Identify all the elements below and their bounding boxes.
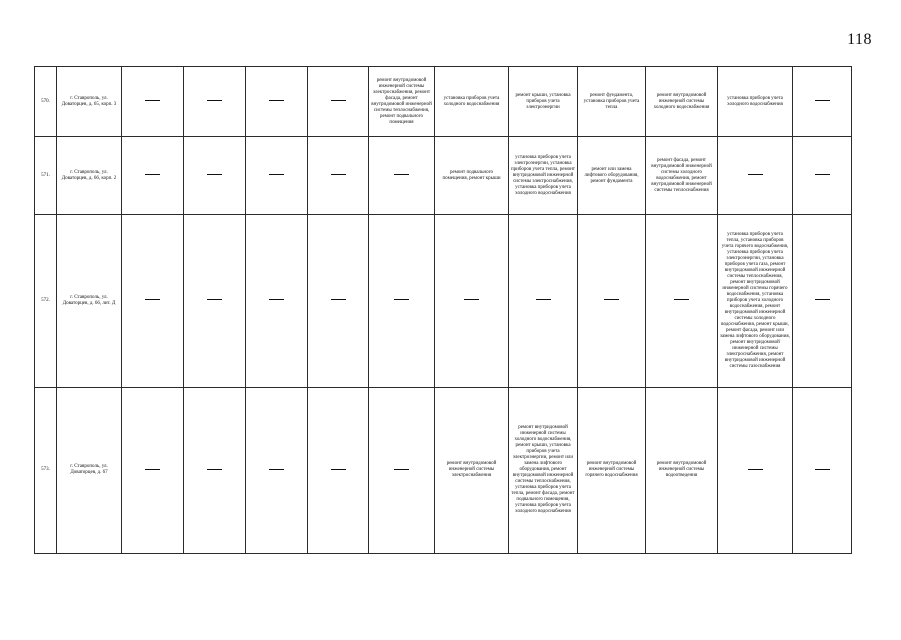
dash-mark <box>536 299 551 300</box>
row-number: 572. <box>35 215 57 387</box>
dash-mark <box>331 174 346 175</box>
work-description-cell: ремонт внутридомовой инженерной системы холодного водоснабжения <box>646 67 718 137</box>
dash-mark <box>207 469 222 470</box>
dash-mark <box>464 299 479 300</box>
dash-mark <box>145 100 160 101</box>
address-cell: г. Ставрополь, ул. Доваторцев, д. 65, корп. 3 <box>57 67 122 137</box>
dash-mark <box>815 100 830 101</box>
dash-mark <box>269 469 284 470</box>
work-description-cell: ремонт фундамента, установка приборов учета тепла <box>578 67 646 137</box>
empty-dash-cell <box>246 387 308 553</box>
row-number: 570. <box>35 67 57 137</box>
empty-dash-cell <box>509 215 578 387</box>
dash-mark <box>331 100 346 101</box>
empty-dash-cell <box>308 137 369 215</box>
dash-mark <box>269 174 284 175</box>
work-description-cell: ремонт внутридомовой инженерной системы горячего водоснабжения <box>578 387 646 553</box>
empty-dash-cell <box>122 137 184 215</box>
empty-dash-cell <box>718 387 793 553</box>
empty-dash-cell <box>793 67 852 137</box>
empty-dash-cell <box>246 137 308 215</box>
work-description-cell: ремонт внутридомовой инженерной системы электроснабжения <box>435 387 509 553</box>
empty-dash-cell <box>793 137 852 215</box>
dash-mark <box>815 469 830 470</box>
dash-mark <box>748 469 763 470</box>
address-cell: г. Ставрополь, ул. Доваторцев, д. 66, лит. Д <box>57 215 122 387</box>
page-number: 118 <box>847 31 872 48</box>
empty-dash-cell <box>369 387 435 553</box>
work-description-cell: ремонт внутридомовой инженерной системы водоотведения <box>646 387 718 553</box>
work-description-cell: установка приборов учета тепла, установка приборов учета горячего водоснабжения, установка приборов учета электроэнергии, установка приборов учета газа, ремонт внутридомовой инженерной системы теплоснабжения, ремонт внутридомовой инженерной системы горячего водоснабжения, установка приборов учета холодного водоснабжения, ремонт внутридомовой инженерной системы холодного водоснабжения, ремонт крыши, ремонт фасада, ремонт или замена лифтового оборудования, ремонт внутридомовой инженерной системы электроснабжения, ремонт внутридомовой инженерной системы газоснабжения <box>718 215 793 387</box>
row-number: 573. <box>35 387 57 553</box>
work-description-cell: ремонт крыши, установка приборов учета электроэнергии <box>509 67 578 137</box>
dash-mark <box>815 299 830 300</box>
empty-dash-cell <box>646 215 718 387</box>
dash-mark <box>815 174 830 175</box>
dash-mark <box>674 299 689 300</box>
dash-mark <box>748 174 763 175</box>
empty-dash-cell <box>308 215 369 387</box>
table-row <box>35 67 852 137</box>
table-row <box>35 215 852 387</box>
work-description-cell: установка приборов учета холодного водоснабжения <box>435 67 509 137</box>
empty-dash-cell <box>184 387 246 553</box>
work-description-cell: ремонт фасада, ремонт внутридомовой инженерной системы холодного водоснабжения, ремонт внутридомовой инженерной системы теплоснабжения <box>646 137 718 215</box>
empty-dash-cell <box>246 215 308 387</box>
table-row <box>35 137 852 215</box>
dash-mark <box>207 100 222 101</box>
empty-dash-cell <box>308 387 369 553</box>
empty-dash-cell <box>369 215 435 387</box>
dash-mark <box>207 174 222 175</box>
empty-dash-cell <box>184 67 246 137</box>
dash-mark <box>207 299 222 300</box>
empty-dash-cell <box>793 387 852 553</box>
work-description-cell: установка приборов учета холодного водоснабжения <box>718 67 793 137</box>
dash-mark <box>145 469 160 470</box>
dash-mark <box>331 469 346 470</box>
dash-mark <box>604 299 619 300</box>
empty-dash-cell <box>308 67 369 137</box>
empty-dash-cell <box>122 215 184 387</box>
empty-dash-cell <box>578 215 646 387</box>
work-description-cell: ремонт внутридомовой инженерной системы холодного водоснабжения, ремонт крыши, установка приборов учета электроэнергии, ремонт или замена лифтового оборудования, ремонт внутридомовой инженерной системы теплоснабжения, установка приборов учета тепла, ремонт фасада, ремонт подвального помещения, установка приборов учета холодного водоснабжения <box>509 387 578 553</box>
empty-dash-cell <box>435 215 509 387</box>
dash-mark <box>394 174 409 175</box>
work-description-cell: ремонт подвального помещения, ремонт крыши <box>435 137 509 215</box>
work-description-cell: ремонт внутридомовой инженерной системы электроснабжения, ремонт фасада, ремонт внутридомовой инженерной системы теплоснабжения, ремонт подвального помещения <box>369 67 435 137</box>
empty-dash-cell <box>122 387 184 553</box>
address-cell: г. Ставрополь, ул. Доваторцев, д. 67 <box>57 387 122 553</box>
empty-dash-cell <box>718 137 793 215</box>
address-cell: г. Ставрополь, ул. Доваторцев, д. 66, корп. 2 <box>57 137 122 215</box>
dash-mark <box>145 174 160 175</box>
empty-dash-cell <box>246 67 308 137</box>
work-description-cell: ремонт или замена лифтового оборудования, ремонт фундамента <box>578 137 646 215</box>
dash-mark <box>331 299 346 300</box>
empty-dash-cell <box>369 137 435 215</box>
dash-mark <box>394 299 409 300</box>
dash-mark <box>394 469 409 470</box>
empty-dash-cell <box>184 137 246 215</box>
empty-dash-cell <box>184 215 246 387</box>
row-number: 571. <box>35 137 57 215</box>
dash-mark <box>145 299 160 300</box>
dash-mark <box>269 100 284 101</box>
table-row <box>35 387 852 553</box>
work-description-cell: установка приборов учета электроэнергии, установка приборов учета тепла, ремонт внутридомовой инженерной системы электроснабжения, установка приборов учета холодного водоснабжения <box>509 137 578 215</box>
empty-dash-cell <box>793 215 852 387</box>
empty-dash-cell <box>122 67 184 137</box>
dash-mark <box>269 299 284 300</box>
repair-registry-table <box>34 66 852 554</box>
